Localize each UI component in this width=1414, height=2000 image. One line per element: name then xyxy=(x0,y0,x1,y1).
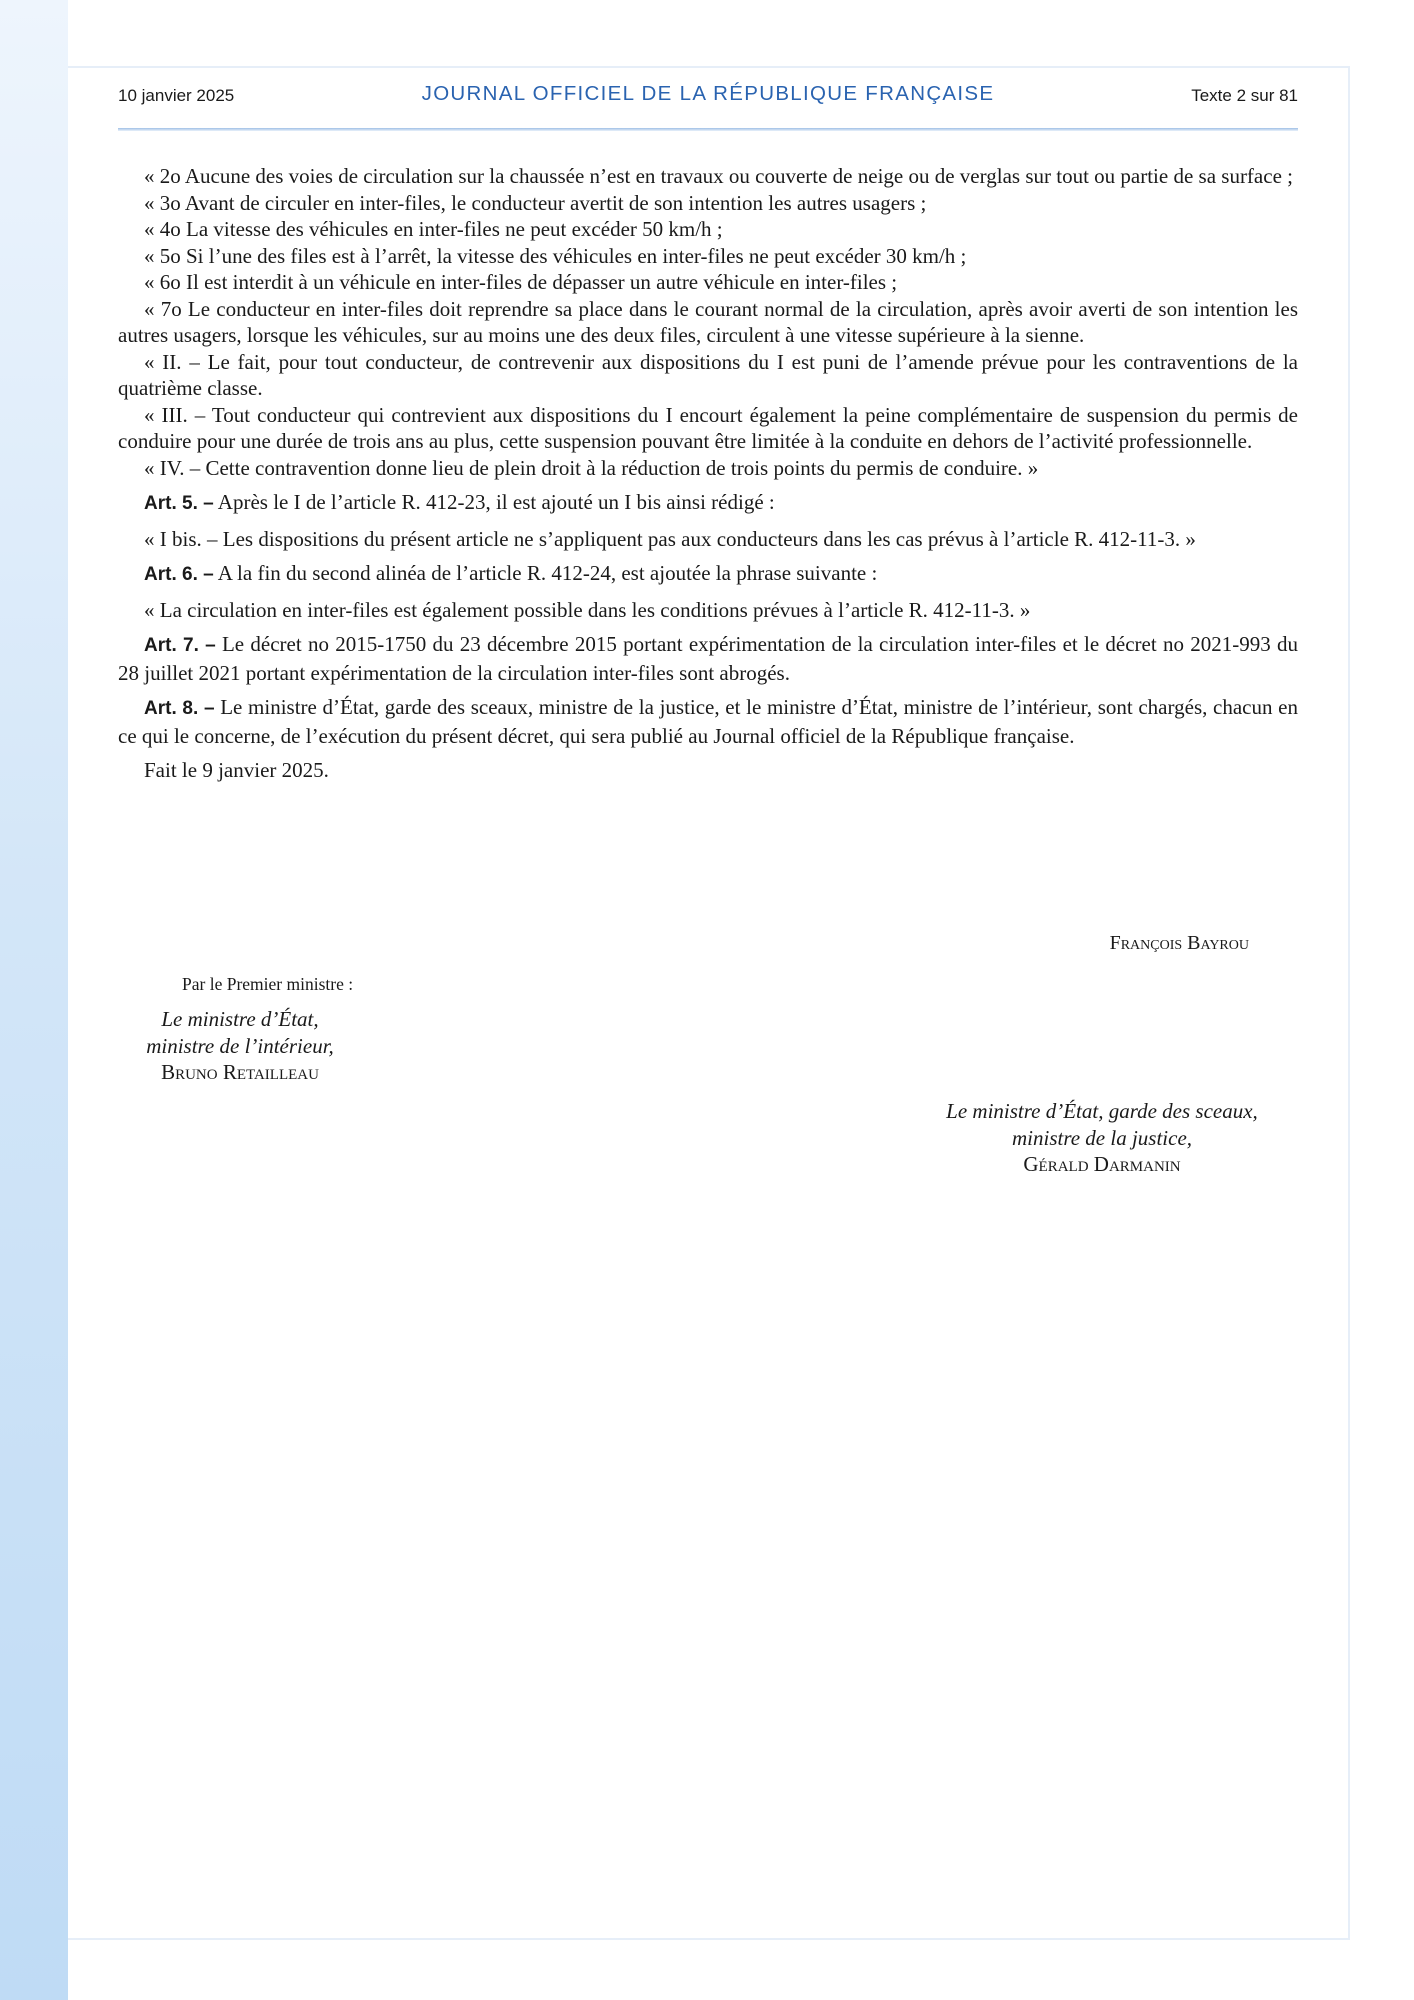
journal-title: JOURNAL OFFICIEL DE LA RÉPUBLIQUE FRANÇAISE xyxy=(421,82,995,105)
article-5-quote: « I bis. – Les dispositions du présent article ne s’appliquent pas aux conducteurs dans les cas prévus à l’article R. 412-11-3. » xyxy=(144,526,1196,551)
page-header xyxy=(118,78,1298,118)
document-body xyxy=(118,163,1298,784)
article-7 xyxy=(118,631,1298,686)
article-label: Art. 8. – xyxy=(144,698,215,719)
paragraph: « 7o Le conducteur en inter-files doit reprendre sa place dans le courant normal de la circulation, après avoir averti de son intention les autres usagers, lorsque les véhicules, sur au moins une des deux files, circulent à une vitesse supérieure à la sienne. xyxy=(118,296,1298,347)
header-date: 10 janvier 2025 xyxy=(118,86,235,105)
header-divider xyxy=(118,128,1298,131)
paragraph: « 2o Aucune des voies de circulation sur la chaussée n’est en travaux ou couverte de neige ou de verglas sur tout ou partie de sa surface ; xyxy=(144,164,1293,188)
article-6 xyxy=(118,560,1298,589)
paragraph: « III. – Tout conducteur qui contrevient aux dispositions du I encourt également la peine complémentaire de suspension du permis de conduire pour une durée de trois ans au plus, cette suspension pouvant être limitée à la conduite en dehors de l’activité professionnelle. xyxy=(118,402,1298,453)
page-margin-band xyxy=(0,0,68,2000)
article-5 xyxy=(118,489,1298,518)
minister-name: Bruno Retailleau xyxy=(161,1060,319,1084)
minister-title: ministre de la justice, xyxy=(1011,1125,1193,1150)
countersignature-interior xyxy=(115,1006,365,1086)
prime-minister-signature: François Bayrou xyxy=(1109,932,1249,954)
minister-title: Le ministre d’État, garde des sceaux, xyxy=(946,1099,1258,1123)
signature-date: Fait le 9 janvier 2025. xyxy=(144,758,329,782)
minister-name: Gérald Darmanin xyxy=(1023,1152,1181,1176)
paragraph: « 5o Si l’une des files est à l’arrêt, la vitesse des véhicules en inter-files ne peut excéder 30 km/h ; xyxy=(144,243,967,268)
paragraph: « 4o La vitesse des véhicules en inter-files ne peut excéder 50 km/h ; xyxy=(144,217,723,241)
countersign-label: Par le Premier ministre : xyxy=(182,974,354,994)
article-text: A la fin du second alinéa de l’article R. 412-24, est ajoutée la phrase suivante : xyxy=(217,561,878,585)
paragraph: « IV. – Cette contravention donne lieu de plein droit à la réduction de trois points du permis de conduire. » xyxy=(144,455,1039,480)
paragraph: « 3o Avant de circuler en inter-files, le conducteur avertit de son intention les autres usagers ; xyxy=(144,190,927,215)
minister-title: ministre de l’intérieur, xyxy=(146,1033,334,1058)
paragraph: « II. – Le fait, pour tout conducteur, de contrevenir aux dispositions du I est puni de l’amende prévue pour les contraventions de la quatrième classe. xyxy=(118,349,1298,400)
article-label: Art. 5. – xyxy=(144,493,214,514)
article-6-quote: « La circulation en inter-files est également possible dans les conditions prévues à l’article R. 412-11-3. » xyxy=(144,597,1031,622)
article-text: Le décret no 2015-1750 du 23 décembre 2015 portant expérimentation de la circulation inter-files et le décret no 2021-993 du 28 juillet 2021 portant expérimentation de la circulation inter-files sont abrogés. xyxy=(118,632,1298,685)
minister-title: Le ministre d’État, xyxy=(161,1007,319,1031)
article-text: Le ministre d’État, garde des sceaux, ministre de la justice, et le ministre d’État, ministre de l’intérieur, sont chargés, chacun en ce qui le concerne, de l’exécution du présent décret, qui sera publié au Journal officiel de la République française. xyxy=(118,695,1298,748)
article-text: Après le I de l’article R. 412-23, il est ajouté un I bis ainsi rédigé : xyxy=(217,490,775,514)
text-counter: Texte 2 sur 81 xyxy=(1191,86,1298,105)
article-8 xyxy=(118,694,1298,749)
article-label: Art. 6. – xyxy=(144,564,214,585)
countersignature-justice xyxy=(892,1098,1312,1178)
paragraph: « 6o Il est interdit à un véhicule en inter-files de dépasser un autre véhicule en inter-files ; xyxy=(144,270,898,294)
article-label: Art. 7. – xyxy=(144,635,216,656)
